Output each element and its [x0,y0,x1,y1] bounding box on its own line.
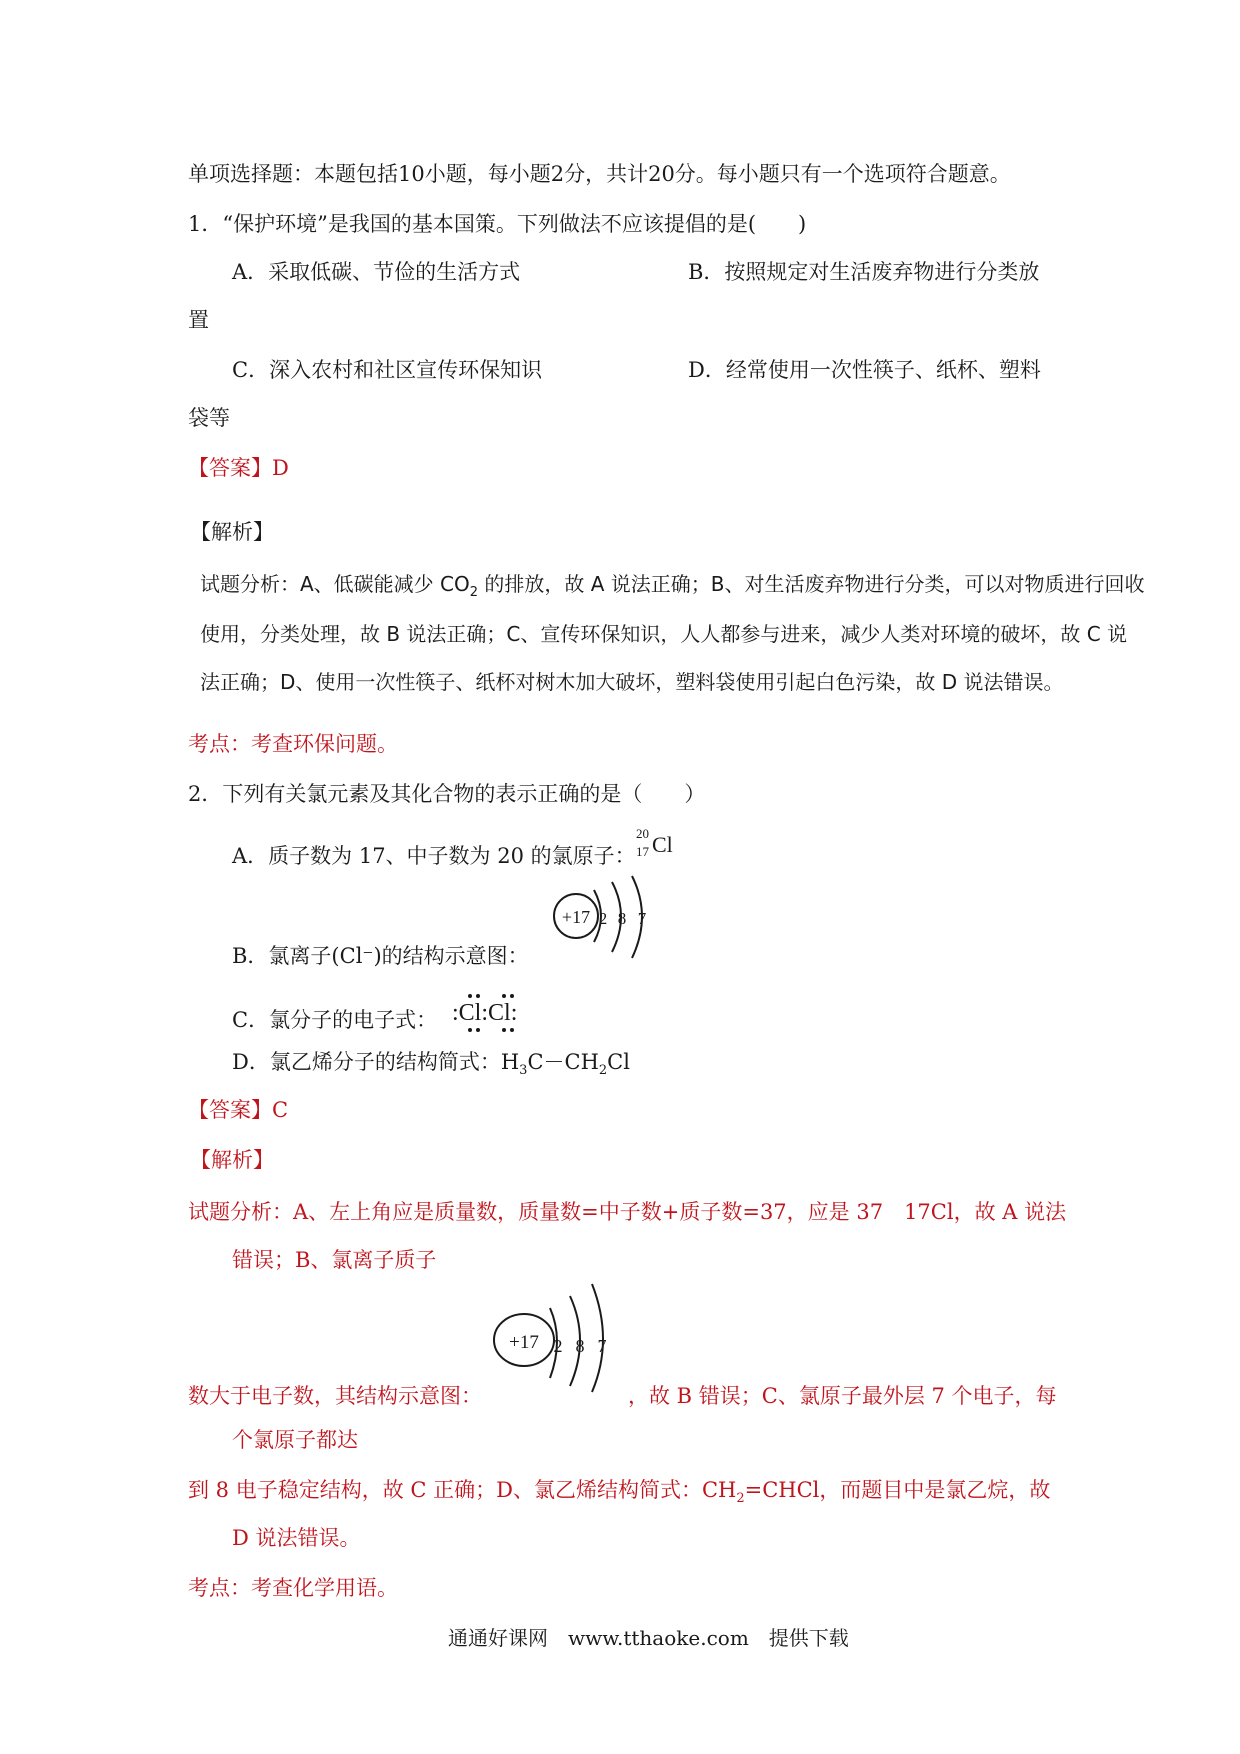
lone-pair-dot [468,1028,472,1032]
q2-option-c: C．氯分子的电子式： [232,1008,438,1032]
nucleus-charge: +17 [561,907,591,927]
q2-option-a-nuclide [630,822,690,872]
page-footer: 通通好课网 www.tthaoke.com 提供下载 [448,1626,849,1650]
shell-count-1: 2 [553,1336,563,1356]
shell-count-3: 7 [597,1336,607,1356]
q1-option-b-cont: 置 [188,308,209,332]
q1-option-a: A．采取低碳、节俭的生活方式 [232,260,521,284]
q1-option-d: D．经常使用一次性筷子、纸杯、塑料 [688,358,1041,382]
q1-analysis-line-1 [200,570,1145,598]
q2-analysis-diagram [488,1280,618,1395]
q1-analysis-l1-post: 的排放，故 A 说法正确；B、对生活废弃物进行分类，可以对物质进行回收 [478,572,1145,596]
q1-analysis-tag: 【解析】 [190,520,274,544]
q2-option-d-sub1: 3 [519,1063,528,1079]
lone-pair-dot [468,994,472,998]
q2-analysis-l5-pre: 到 8 电子稳定结构，故 C 正确；D、氯乙烯结构简式：CH [188,1478,737,1502]
nuclide-atomic-number: 17 [636,844,649,859]
shell-count-1: 2 [598,909,608,928]
q2-analysis-l5-sub: 2 [736,1491,745,1507]
q2-analysis-tag: 【解析】 [190,1148,274,1172]
section-intro: 单项选择题：本题包括10小题，每小题2分，共计20分。每小题只有一个选项符合题意。 [188,162,1011,186]
q2-analysis-line-3-post: ，故 B 错误；C、氯原子最外层 7 个电子，每 [628,1384,1057,1408]
nucleus-charge: +17 [509,1332,539,1353]
q2-analysis-line-2: 错误；B、氯离子质子 [232,1248,437,1272]
shell-count-2: 8 [617,909,627,928]
q2-analysis-line-1: 试题分析：A、左上角应是质量数，质量数=中子数+质子数=37，应是 37 17Cl，故 A 说法 [188,1200,1067,1224]
q1-analysis-l1-sub: 2 [469,585,479,600]
lone-pair-dot [476,994,480,998]
q2-analysis-line-5 [188,1476,1051,1507]
q2-option-d-pre: D．氯乙烯分子的结构简式：H [232,1050,520,1074]
lone-pair-dot [510,994,514,998]
q2-answer [188,1096,288,1124]
answer-tag: 【答案】 [188,456,272,480]
shell-count-2: 8 [575,1336,585,1356]
q2-analysis-line-6: D 说法错误。 [232,1526,361,1550]
answer-value: D [272,456,289,480]
q1-analysis-line-2: 使用，分类处理，故 B 说法正确；C、宣传环保知识，人人都参与进来，减少人类对环境的破坏，故 C 说 [200,622,1128,646]
q2-option-a: A．质子数为 17、中子数为 20 的氯原子： [232,844,636,868]
q2-option-d-mid: C－CH [527,1050,599,1074]
q1-option-b: B．按照规定对生活废弃物进行分类放 [688,260,1040,284]
lone-pair-dot [502,994,506,998]
q2-point: 考点：考查化学用语。 [188,1576,398,1600]
q2-analysis-line-4: 个氯原子都达 [232,1428,358,1452]
lone-pair-dot [502,1028,506,1032]
q2-option-d-post: Cl [607,1050,630,1074]
lone-pair-dot [476,1028,480,1032]
q1-stem: 1．“保护环境”是我国的基本国策。下列做法不应该提倡的是( ) [188,212,807,236]
q2-option-b: B．氯离子(Cl⁻)的结构示意图： [232,944,529,968]
nuclide-mass: 20 [636,826,649,841]
q1-option-d-cont: 袋等 [188,406,230,430]
lone-pair-dot [510,1028,514,1032]
q1-analysis-line-3: 法正确；D、使用一次性筷子、纸杯对树木加大破坏，塑料袋使用引起白色污染，故 D 说法错误。 [200,670,1064,694]
q1-option-c: C．深入农村和社区宣传环保知识 [232,358,543,382]
q2-analysis-line-3-pre: 数大于电子数，其结构示意图： [188,1384,482,1408]
q1-answer [188,454,289,482]
q2-stem: 2．下列有关氯元素及其化合物的表示正确的是（ ） [188,782,706,806]
q2-option-b-diagram [550,872,660,962]
q2-option-c-electron-formula [448,986,548,1036]
q1-analysis-l1-pre: 试题分析：A、低碳能减少 CO [200,572,470,596]
answer-value: C [272,1098,289,1122]
answer-tag: 【答案】 [188,1098,272,1122]
shell-count-3: 7 [637,909,647,928]
nuclide-symbol: Cl [652,832,673,857]
q1-point: 考点：考查环保问题。 [188,732,398,756]
q2-option-d-sub2: 2 [598,1063,608,1079]
electron-formula: :Cl:Cl: [452,1000,518,1026]
q2-analysis-l5-post: =CHCl，而题目中是氯乙烷，故 [744,1478,1051,1502]
q2-option-d [232,1048,630,1079]
